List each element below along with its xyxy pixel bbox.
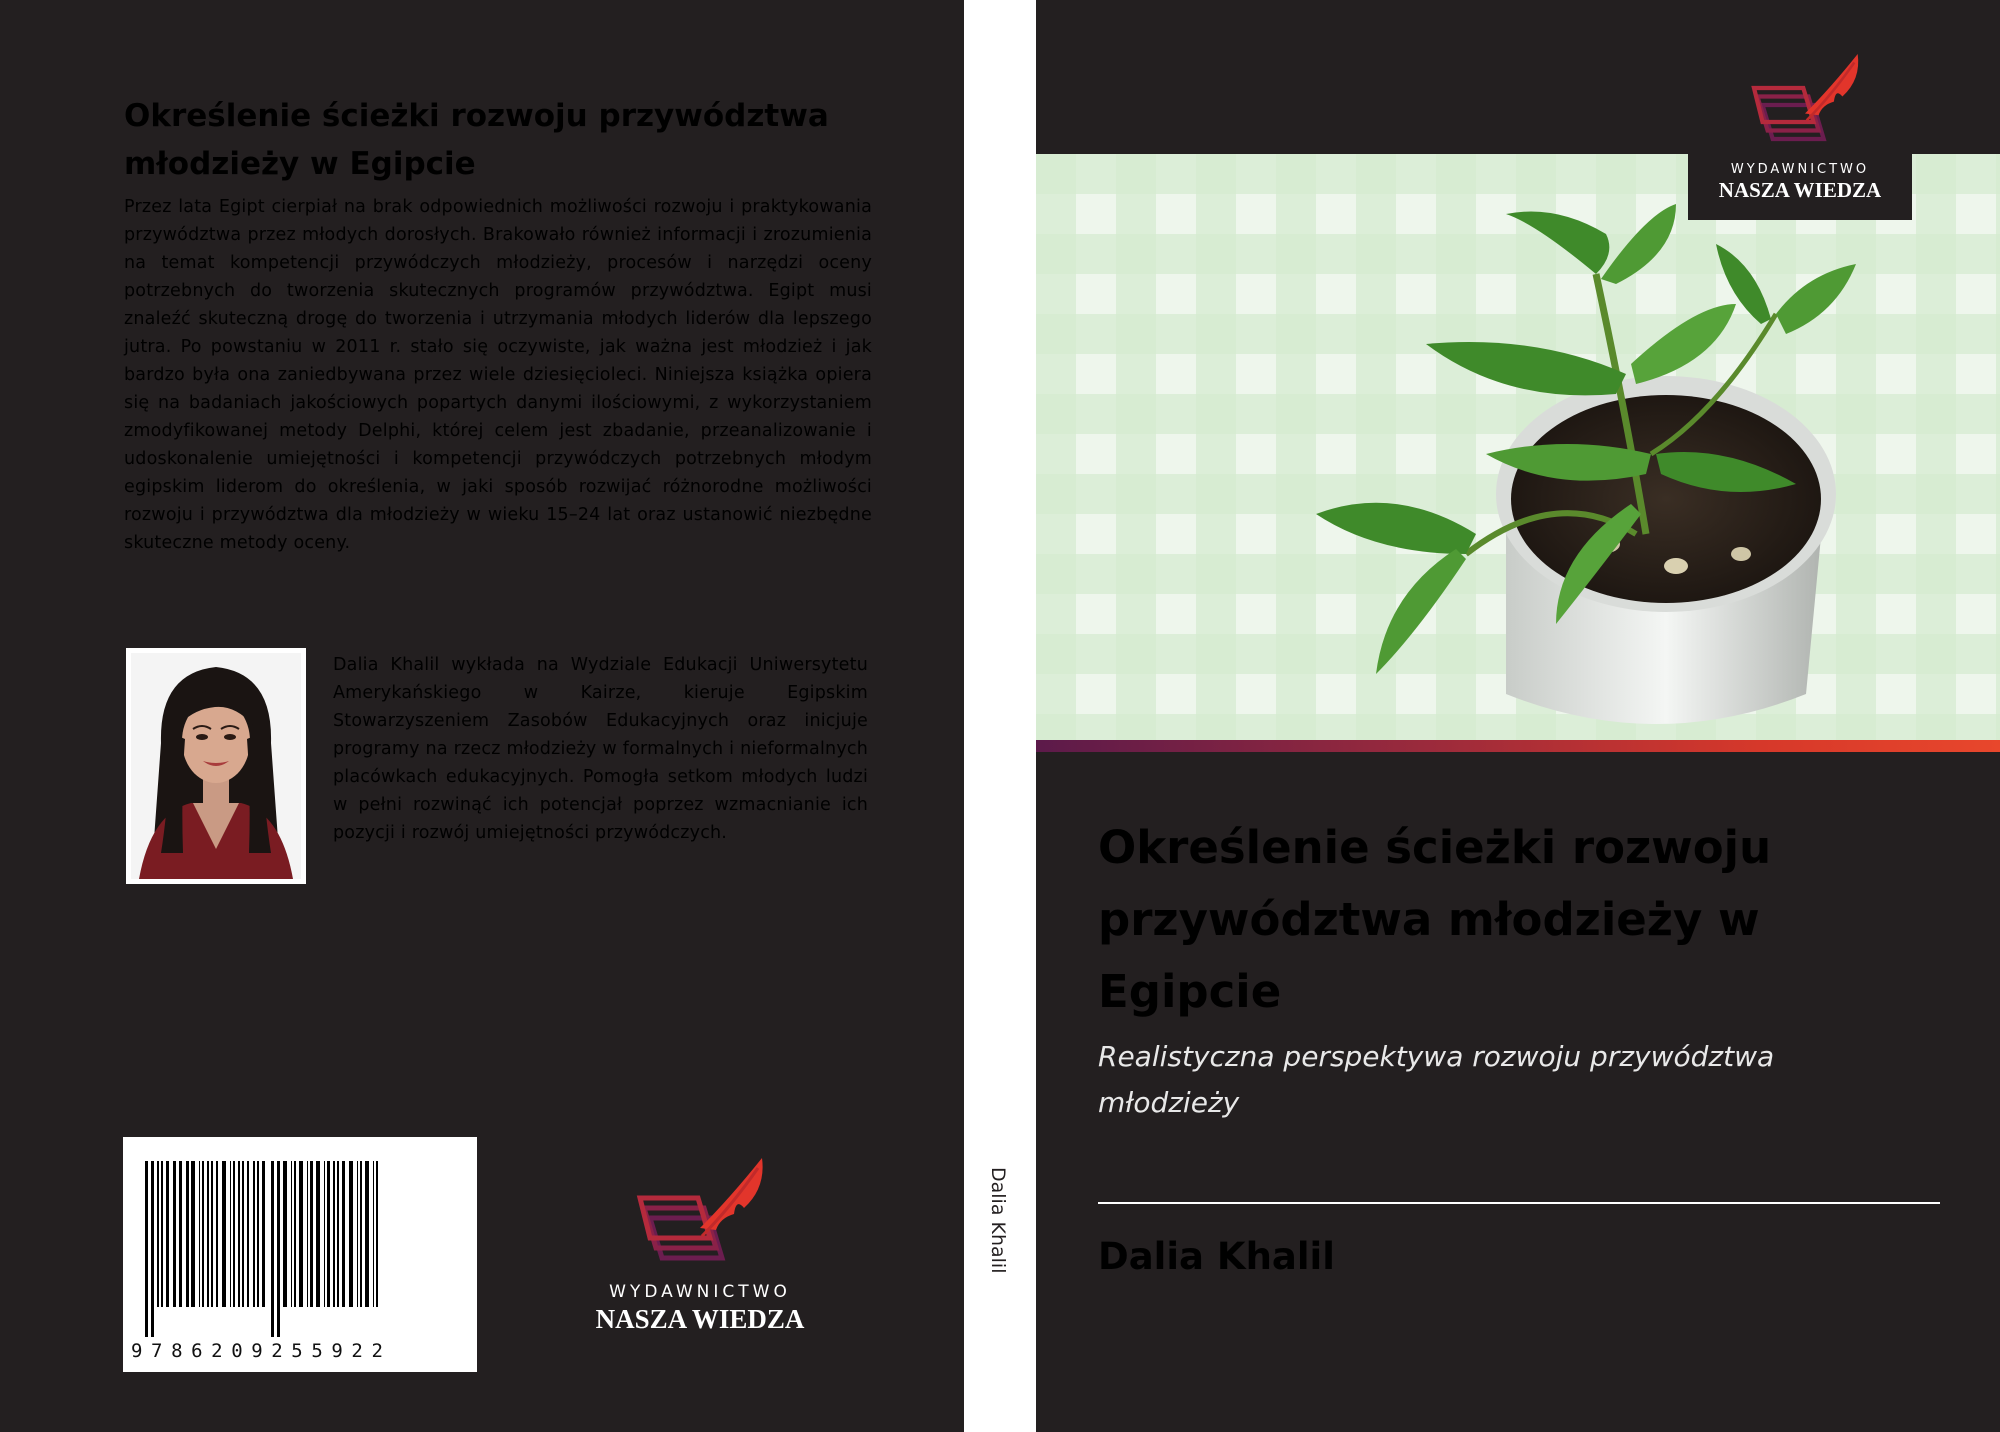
- barcode-bar: [360, 1161, 362, 1307]
- barcode-bar: [222, 1161, 226, 1307]
- barcode-bar: [257, 1161, 259, 1307]
- front-cover-divider: [1098, 1202, 1940, 1204]
- barcode-bar: [253, 1161, 255, 1307]
- publisher-logo-front: [1688, 50, 1912, 220]
- barcode-bar: [230, 1161, 231, 1307]
- publisher-book-quill-icon: [580, 1148, 820, 1278]
- barcode-bar: [342, 1161, 345, 1307]
- barcode-bar: [349, 1161, 353, 1307]
- barcode-bar: [376, 1161, 378, 1307]
- barcode-bar: [277, 1161, 280, 1337]
- barcode-bar: [307, 1161, 308, 1307]
- barcode-bar: [271, 1161, 274, 1337]
- barcode-bar: [242, 1161, 244, 1307]
- barcode-bar: [145, 1161, 148, 1337]
- barcode-bar: [179, 1161, 182, 1307]
- barcode-bar: [291, 1161, 292, 1307]
- front-cover-author: Dalia Khalil: [1098, 1235, 1335, 1278]
- barcode-bar: [373, 1161, 374, 1307]
- barcode-bar: [157, 1161, 159, 1307]
- barcode-bar: [161, 1161, 163, 1307]
- barcode-bar: [357, 1161, 358, 1307]
- barcode-bar: [337, 1161, 339, 1307]
- publisher-line1-front: WYDAWNICTWO: [1730, 162, 1870, 177]
- barcode-bar: [247, 1161, 249, 1307]
- barcode-bar: [333, 1161, 335, 1307]
- publisher-line2: NASZA WIEDZA: [595, 1304, 805, 1334]
- barcode-bar: [202, 1161, 204, 1307]
- publisher-book-quill-icon: [1688, 50, 1912, 160]
- publisher-logo-back: [580, 1148, 820, 1338]
- barcode-bar: [211, 1161, 213, 1307]
- publisher-line1: WYDAWNICTWO: [609, 1282, 791, 1302]
- barcode-bar: [151, 1161, 154, 1337]
- barcode-bar: [294, 1161, 296, 1307]
- isbn-barcode: [123, 1137, 477, 1372]
- front-cover-subtitle: Realistyczna perspektywa rozwoju przywództwa młodzieży: [1098, 1040, 1775, 1119]
- barcode-bar: [173, 1161, 176, 1307]
- isbn-digits: 9786209255922: [131, 1340, 392, 1362]
- barcode-bar: [186, 1161, 189, 1307]
- barcode-bar: [191, 1161, 195, 1307]
- barcode-bar: [316, 1161, 320, 1307]
- barcode-bar: [324, 1161, 325, 1307]
- author-bio: Dalia Khalil wykłada na Wydziale Edukacji Uniwersytetu Amerykańskiego w Kairze, kieruje Egipskim Stowarzyszeniem Zasobów Edukacyjnych oraz inicjuje programy na rzecz młodzieży w formalnych i nieformalnych placówkach edukacyjnych. Pomogła setkom młodych ludzi w pełni rozwinąć ich potencjał poprzez wzmacnianie ich pozycji i rozwój umiejętności przywódczych.: [333, 655, 868, 843]
- barcode-bar: [238, 1161, 240, 1307]
- barcode-bar: [365, 1161, 369, 1307]
- barcode-bar: [262, 1161, 265, 1307]
- cover-photo-seedling: [1036, 154, 2000, 740]
- barcode-bar: [166, 1161, 169, 1307]
- spine-author: Dalia Khalil: [987, 1166, 1009, 1274]
- barcode-bar: [310, 1161, 313, 1307]
- barcode-bar: [299, 1161, 303, 1307]
- back-cover-title: Określenie ścieżki rozwoju przywództwa młodzieży w Egipcie: [124, 98, 829, 182]
- barcode-bar: [199, 1161, 200, 1307]
- barcode-bar: [207, 1161, 209, 1307]
- back-cover-description: Przez lata Egipt cierpiał na brak odpowiednich możliwości rozwoju i praktykowania przywództwa przez młodych dorosłych. Brakowało również informacji i zrozumienia na temat kompetencji przywódczych młodzieży, procesów i narzędzi oceny potrzebnych do tworzenia skutecznych programów przywództwa. Egipt musi znaleźć skuteczną drogę do tworzenia i utrzymania młodych liderów dla lepszego jutra. Po powstaniu w 2011 r. stało się oczywiste, jak ważna jest młodzież i jak bardzo była ona zaniedbywana przez wiele dziesięcioleci. Niniejsza książka opiera się na badaniach jakościowych popartych danymi ilościowymi, z wykorzystaniem zmodyfikowanej metody Delphi, której celem jest zbadanie, przeanalizowanie i udoskonalenie umiejętności i kompetencji przywódczych potrzebnych młodym egipskim liderom do określenia, w jaki sposób rozwijać różnorodne możliwości rozwoju i przywództwa dla młodzieży w wieku 15–24 lat oraz ustanowić niezbędne skuteczne metody oceny.: [124, 197, 872, 553]
- author-photo: [126, 648, 306, 884]
- publisher-line2-front: NASZA WIEDZA: [1718, 178, 1882, 202]
- barcode-bar: [216, 1161, 218, 1307]
- barcode-bar: [233, 1161, 235, 1307]
- accent-bar: [1036, 740, 2000, 752]
- front-cover-title: Określenie ścieżki rozwoju przywództwa młodzieży w Egipcie: [1098, 821, 1772, 1018]
- barcode-bar: [327, 1161, 330, 1307]
- barcode-bar: [283, 1161, 287, 1307]
